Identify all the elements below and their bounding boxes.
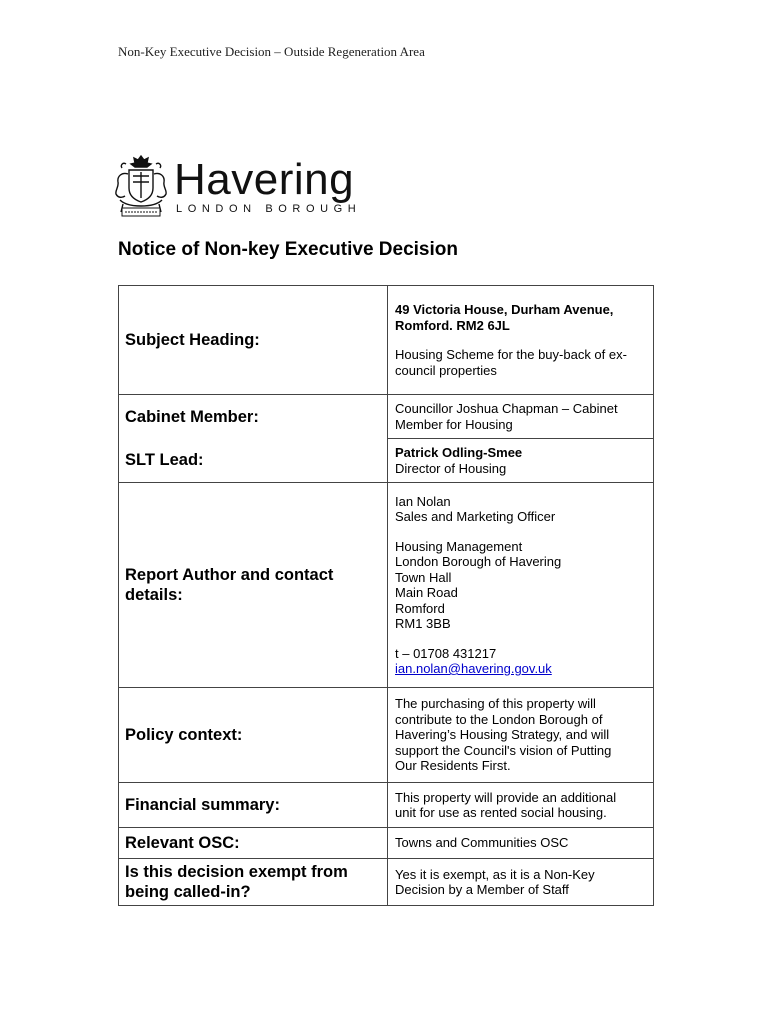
policy-line: contribute to the London Borough of (395, 711, 603, 727)
exempt-label-line1: Is this decision exempt from (125, 863, 348, 881)
running-header: Non-Key Executive Decision – Outside Regeneration Area (118, 44, 425, 59)
havering-logo (114, 154, 404, 220)
author-address-line: London Borough of Havering (395, 554, 562, 569)
policy-line: Havering’s Housing Strategy, and will (395, 727, 610, 743)
financial-label: Financial summary: (119, 783, 388, 828)
financial-value (388, 783, 654, 828)
page-title: Notice of Non-key Executive Decision (118, 239, 458, 260)
subject-desc-line1: Housing Scheme for the buy-back of ex- (395, 347, 627, 362)
author-email-link[interactable]: ian.nolan@havering.gov.uk (395, 661, 552, 676)
policy-label: Policy context: (119, 688, 388, 783)
policy-value (388, 688, 654, 783)
table-row-policy (119, 688, 654, 783)
exempt-line2: Decision by a Member of Staff (395, 882, 569, 897)
author-label-line2: details: (125, 586, 183, 604)
subject-address-line1: 49 Victoria House, Durham Avenue, (395, 302, 614, 317)
author-label (119, 483, 388, 688)
borough-crest-icon (114, 154, 168, 218)
author-role: Sales and Marketing Officer (395, 509, 556, 524)
author-address-line: RM1 3BB (395, 616, 451, 631)
author-address-line: Housing Management (395, 538, 523, 554)
subject-desc-line2: council properties (395, 362, 497, 378)
table-row-slt (119, 439, 654, 483)
subject-label: Subject Heading: (119, 286, 388, 395)
exempt-value (388, 859, 654, 906)
table-row-author (119, 483, 654, 688)
slt-label: SLT Lead: (119, 439, 388, 483)
author-address-line: Romford (395, 600, 445, 616)
financial-line1: This property will provide an additional (395, 789, 617, 805)
subject-value (388, 286, 654, 395)
author-address-line: Town Hall (395, 569, 452, 585)
table-row-financial (119, 783, 654, 828)
exempt-label (119, 859, 388, 906)
table-row-subject (119, 286, 654, 395)
author-phone: t – 01708 431217 (395, 645, 497, 661)
policy-line: Our Residents First. (395, 758, 511, 774)
exempt-label-line2: being called-in? (125, 883, 251, 901)
financial-line2: unit for use as rented social housing. (395, 805, 607, 820)
author-address-line: Main Road (395, 585, 458, 600)
cabinet-value (388, 395, 654, 439)
policy-line: The purchasing of this property will (395, 696, 596, 712)
slt-role: Director of Housing (395, 460, 507, 476)
logo-wordmark: Havering (174, 155, 355, 204)
slt-value (388, 439, 654, 483)
cabinet-label: Cabinet Member: (119, 395, 388, 439)
slt-name: Patrick Odling-Smee (395, 445, 523, 460)
cabinet-line1: Councillor Joshua Chapman – Cabinet (395, 401, 618, 416)
author-name: Ian Nolan (395, 493, 451, 509)
subject-address-line2: Romford. RM2 6JL (395, 317, 510, 333)
table-row-cabinet (119, 395, 654, 439)
author-value (388, 483, 654, 688)
cabinet-line2: Member for Housing (395, 416, 513, 432)
author-label-line1: Report Author and contact (125, 566, 334, 584)
osc-value: Towns and Communities OSC (388, 828, 654, 859)
table-row-exempt (119, 859, 654, 906)
table-row-osc (119, 828, 654, 859)
exempt-line1: Yes it is exempt, as it is a Non-Key (395, 866, 595, 882)
decision-table (118, 285, 654, 906)
osc-label: Relevant OSC: (119, 828, 388, 859)
policy-line: support the Council's vision of Putting (395, 742, 612, 758)
logo-subtitle: LONDON BOROUGH (176, 203, 362, 215)
